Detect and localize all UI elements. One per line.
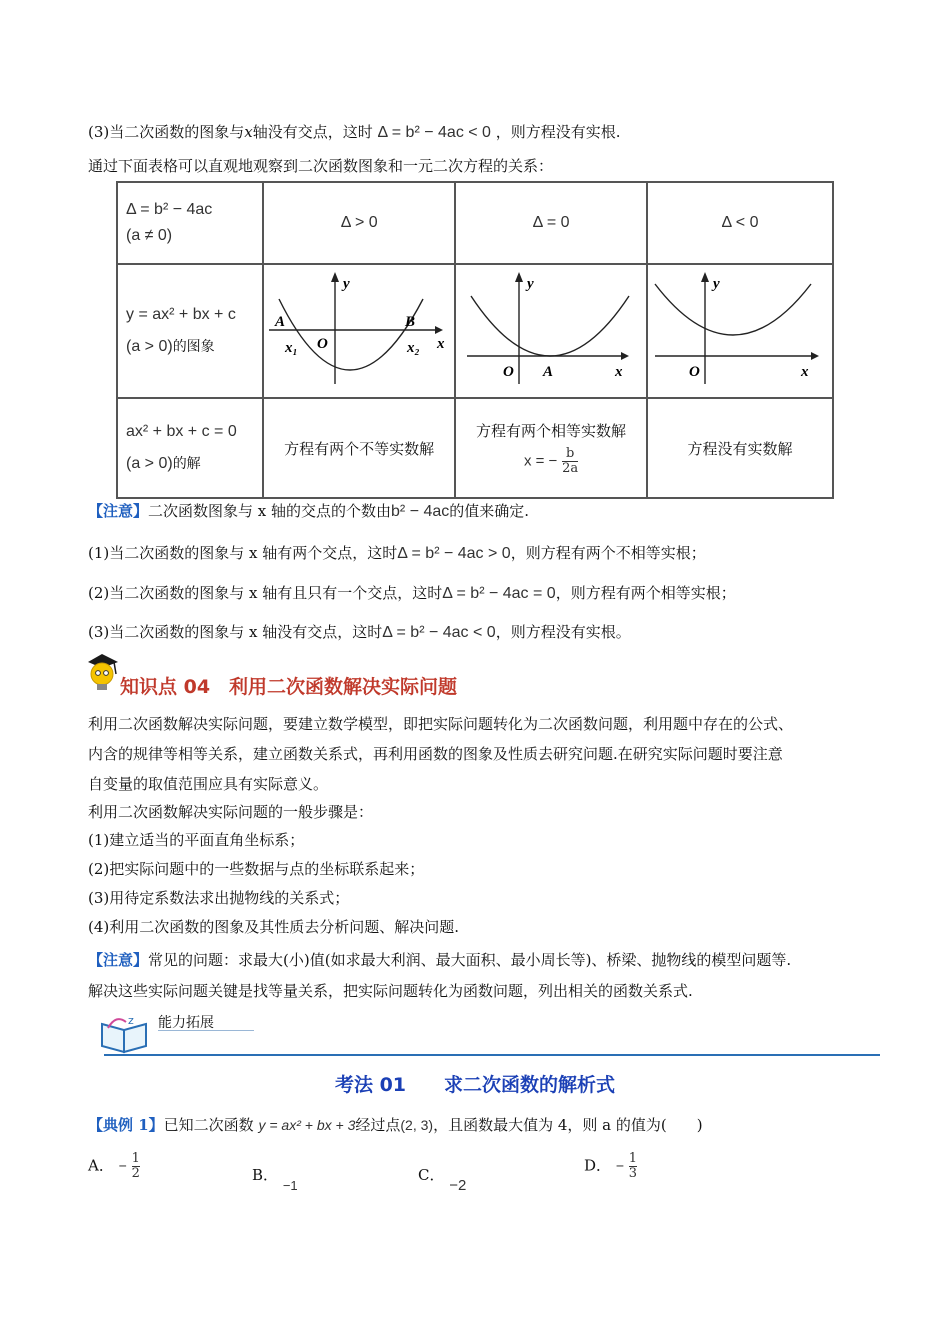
option-value: −2	[449, 1177, 467, 1194]
header-formula: Δ = b² − 4ac	[126, 201, 213, 218]
step-3: (3)用待定系数法求出抛物线的关系式；	[88, 889, 350, 907]
y-label: y	[713, 276, 720, 292]
solution-row-label	[117, 398, 263, 498]
paragraph: 自变量的取值范围应具有实际意义。	[88, 775, 329, 793]
option-value: −1	[282, 1178, 298, 1193]
option-sign: −	[118, 1157, 127, 1174]
function-formula: y = ax² + bx + 3	[258, 1117, 356, 1133]
lightbulb-scholar-icon	[84, 648, 120, 694]
graph-no-root-cell	[647, 264, 833, 398]
root-formula-fraction	[562, 447, 578, 476]
y-label: y	[527, 276, 534, 292]
root-formula-lhs: x = −	[523, 452, 558, 470]
fraction-denominator: 2	[131, 1166, 140, 1181]
header-discriminant-cell	[117, 182, 263, 264]
extension-underline	[158, 1030, 254, 1031]
case-one-root	[88, 582, 736, 603]
equation-formula: ax² + bx + c = 0	[126, 423, 237, 440]
graph-no-root	[649, 266, 831, 392]
origin-label: O	[317, 336, 329, 352]
solution-zero: 方程有两个相等实数解	[476, 422, 627, 440]
fraction-numerator: 1	[131, 1151, 140, 1166]
discriminant-formula: Δ = b² − 4ac = 0	[442, 585, 556, 602]
option-a[interactable]	[88, 1152, 140, 1181]
discriminant-formula: Δ = b² − 4ac < 0	[382, 624, 496, 641]
root-x2-label: x₂	[407, 340, 420, 356]
x-label: x	[437, 336, 445, 352]
step-1: (1)建立适当的平面直角坐标系；	[88, 831, 305, 849]
text: 的值来确定.	[449, 502, 530, 520]
text: ，则方程有两个相等实根；	[555, 584, 736, 602]
step-2: (2)把实际问题中的一些数据与点的坐标联系起来；	[88, 860, 425, 878]
x-label: x	[615, 364, 623, 380]
parabola	[471, 296, 629, 356]
text: 已知二次函数	[163, 1116, 254, 1134]
discriminant-formula: Δ = b² − 4ac > 0	[397, 545, 511, 562]
text: (2)当二次函数的图象与 x 轴有且只有一个交点，这时	[88, 584, 443, 602]
header-negative: Δ < 0	[647, 182, 833, 264]
fraction-denominator: 3	[628, 1166, 638, 1181]
note-label: 【注意】	[88, 502, 149, 520]
note-label: 【注意】	[88, 951, 149, 969]
fraction-numerator: b	[565, 446, 575, 461]
book-icon	[98, 1010, 152, 1054]
text: ，且函数最大值为 4，则 a 的值为( )	[433, 1116, 703, 1134]
option-fraction	[132, 1152, 140, 1181]
origin-label: O	[503, 364, 514, 380]
text: (1)当二次函数的图象与 x 轴有两个交点，这时	[88, 544, 398, 562]
text: ，则方程有两个不相等实根；	[510, 544, 706, 562]
option-label: D．	[584, 1156, 612, 1175]
option-c[interactable]	[418, 1164, 467, 1194]
option-label: A．	[88, 1156, 114, 1175]
paragraph: 利用二次函数解决实际问题的一般步骤是：	[88, 803, 374, 821]
option-label: C．	[418, 1166, 445, 1184]
paragraph: 利用二次函数解决实际问题，要建立数学模型，即把实际问题转化为二次函数问题，利用题中存在的公式、	[88, 715, 794, 733]
parabola	[279, 299, 423, 370]
graph-two-roots	[265, 266, 451, 392]
note-common-problems	[88, 949, 791, 970]
step-4: (4)利用二次函数的图象及其性质去分析问题、解决问题.	[88, 918, 460, 936]
graph-suffix: 的图象	[172, 339, 215, 355]
equation-condition: (a > 0)	[126, 455, 173, 472]
note-text: 常见的问题：求最大(小)值(如求最大利润、最大面积、最小周长等)、桥梁、抛物线的模型问题等.	[148, 951, 792, 969]
x-axis-arrow	[621, 352, 629, 360]
function-formula: y = ax² + bx + c	[126, 306, 236, 323]
note-intersections	[88, 500, 529, 521]
example-question	[88, 1114, 703, 1135]
solution-negative: 方程没有实数解	[647, 398, 833, 498]
section-divider	[104, 1054, 880, 1056]
header-condition: (a ≠ 0)	[126, 227, 173, 244]
header-positive: Δ > 0	[263, 182, 455, 264]
option-b[interactable]	[252, 1164, 298, 1193]
discriminant-formula: b² − 4ac	[391, 503, 450, 520]
option-label: B．	[252, 1166, 279, 1184]
graph-one-root	[457, 266, 643, 392]
root-x1-label: x₁	[285, 340, 298, 356]
x-axis-arrow	[435, 326, 443, 334]
text: 经过点	[355, 1116, 401, 1134]
table-intro: 通过下面表格可以直观地观察到二次函数图象和一元二次方程的关系：	[88, 157, 554, 175]
note-continuation: 解决这些实际问题关键是找等量关系，把实际问题转化为函数问题，列出相关的函数关系式.	[88, 982, 693, 1000]
text: 二次函数图象与 x 轴的交点的个数由	[148, 502, 392, 520]
fraction-numerator: 1	[628, 1151, 638, 1166]
var-x: x	[244, 123, 253, 141]
condition-no-intersection-line	[88, 121, 621, 142]
text: ，则方程没有实根。	[495, 623, 631, 641]
extension-label: 能力拓展	[158, 1015, 214, 1031]
header-zero: Δ = 0	[455, 182, 647, 264]
x-axis-arrow	[811, 352, 819, 360]
option-sign: −	[615, 1157, 624, 1174]
text: 轴没有交点，这时	[252, 123, 373, 141]
case-no-root	[88, 621, 631, 642]
svg-text:z: z	[128, 1014, 134, 1027]
y-axis-arrow	[515, 272, 523, 282]
option-d[interactable]	[584, 1152, 637, 1181]
function-condition: (a > 0)	[126, 338, 173, 355]
parabola	[655, 284, 811, 335]
case-two-roots	[88, 542, 706, 563]
y-axis-arrow	[701, 272, 709, 282]
example-label: 【典例 1】	[88, 1116, 164, 1134]
origin-label: O	[689, 364, 700, 380]
text: (3)当二次函数的图象与 x 轴没有交点，这时	[88, 623, 383, 641]
graph-row-label	[117, 264, 263, 398]
point-b-label: B	[405, 314, 416, 330]
point: (2, 3)	[400, 1117, 434, 1133]
y-label: y	[343, 276, 350, 292]
graph-one-root-cell	[455, 264, 647, 398]
text: (3)当二次函数的图象与	[88, 123, 245, 141]
point-a-label: A	[275, 314, 286, 330]
solution-positive: 方程有两个不等实数解	[263, 398, 455, 498]
discriminant-table	[116, 181, 834, 499]
y-axis-arrow	[331, 272, 339, 282]
text: ，则方程没有实根.	[495, 123, 621, 141]
point-a-label: A	[543, 364, 554, 380]
fraction-denominator: 2a	[562, 461, 579, 476]
solution-suffix: 的解	[172, 456, 201, 472]
solution-zero-cell	[455, 398, 647, 498]
discriminant-formula: Δ = b² − 4ac < 0	[377, 124, 491, 141]
x-label: x	[801, 364, 809, 380]
method-title: 考法 01 求二次函数的解析式	[334, 1074, 616, 1096]
option-fraction	[629, 1152, 637, 1181]
graph-two-roots-cell	[263, 264, 455, 398]
section-title: 知识点 04 利用二次函数解决实际问题	[120, 676, 458, 698]
paragraph: 内含的规律等相等关系，建立函数关系式，再利用函数的图象及性质去研究问题.在研究实际问题时要注意	[88, 745, 783, 763]
